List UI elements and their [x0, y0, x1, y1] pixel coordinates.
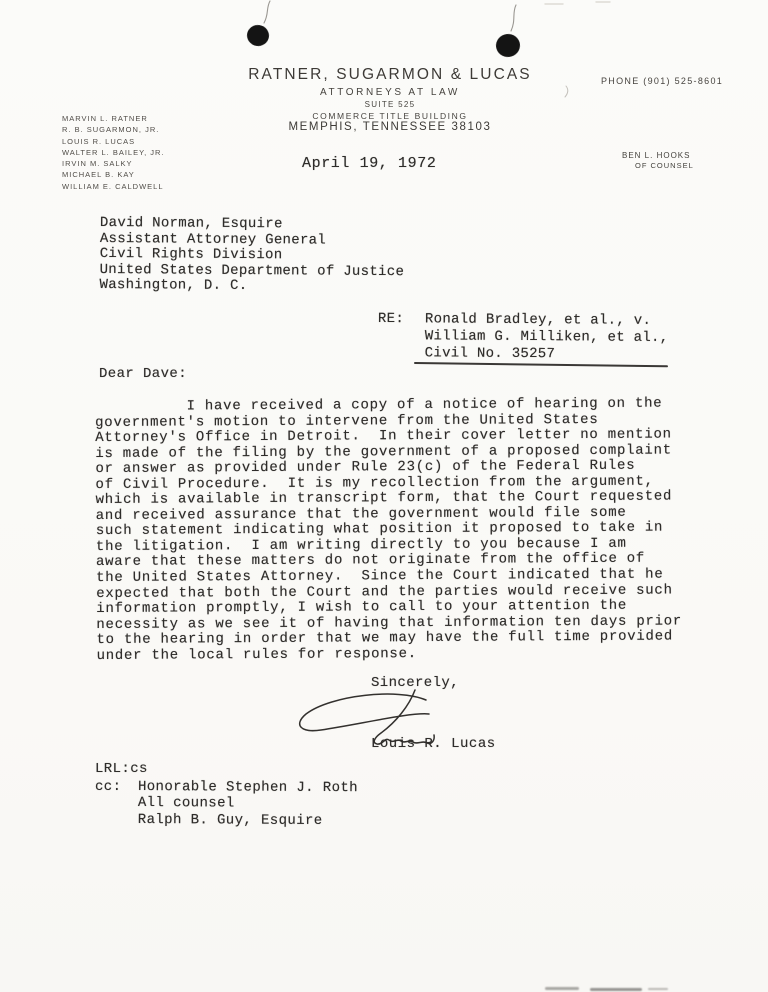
typist-initials: LRL:cs: [95, 761, 148, 777]
re-label: RE:: [377, 311, 405, 328]
firm-name: RATNER, SUGARMON & LUCAS: [248, 66, 532, 83]
recipient-address-block: David Norman, Esquire Assistant Attorney General Civil Rights Division United States Department of Justice Washington, D. C.: [99, 215, 405, 295]
cc-recipient-list: Honorable Stephen J. Roth All counsel Ralph B. Guy, Esquire: [137, 779, 359, 829]
firm-tagline: ATTORNEYS AT LAW: [320, 87, 460, 98]
date-line: April 19, 1972: [302, 155, 437, 172]
cc-label: cc:: [95, 779, 122, 795]
of-counsel-name: BEN L. HOOKS: [622, 151, 691, 160]
re-case-lines: Ronald Bradley, et al., v. William G. Milliken, et al., Civil No. 35257: [424, 311, 669, 363]
salutation: Dear Dave:: [99, 366, 188, 382]
valediction: Sincerely,: [371, 675, 460, 691]
bottom-smudge-mark: [545, 987, 579, 990]
signer-name: Louis R. Lucas: [371, 736, 496, 752]
punch-hole-mark-left: [246, 24, 271, 48]
letter-body: I have received a copy of a notice of hearing on the government's motion to intervene from the United States Attorney's Office in Detroit. In their cover letter no mention is made of the filing by the government of a proposed complaint or answer as provided under Rule 23(c) of the Federal Rules of Civil Procedure. It is my recollection from the argument, which is available in transcript form, that the Court requested and received assurance that the government would file some such statement indicating what position it proposed to take in the litigation. I am writing directly to you because I am aware that these matters do not originate from the office of the United States Attorney. Since the Court indicated that he expected that both the Court and the parties would receive such information promptly, I wish to call to your attention the necessity as we see it of having that information ten days prior to the hearing in order that we may have the full time provided under the local rules for response.: [94, 395, 683, 664]
firm-city-line: MEMPHIS, TENNESSEE 38103: [288, 121, 492, 133]
attorney-list: MARVIN L. RATNER R. B. SUGARMON, JR. LOUIS R. LUCAS WALTER L. BAILEY, JR. IRVIN M. SALKY MICHAEL B. KAY WILLIAM E. CALDWELL: [62, 114, 165, 191]
firm-building: COMMERCE TITLE BUILDING: [312, 111, 468, 121]
punch-hole-mark-right: [495, 33, 521, 58]
re-block: [378, 311, 669, 364]
bottom-smudge-mark: [590, 988, 642, 991]
of-counsel-title: OF COUNSEL: [635, 161, 694, 170]
bottom-smudge-mark: [648, 988, 668, 990]
firm-phone: PHONE (901) 525-8601: [601, 76, 724, 86]
firm-suite: SUITE 525: [364, 100, 416, 109]
